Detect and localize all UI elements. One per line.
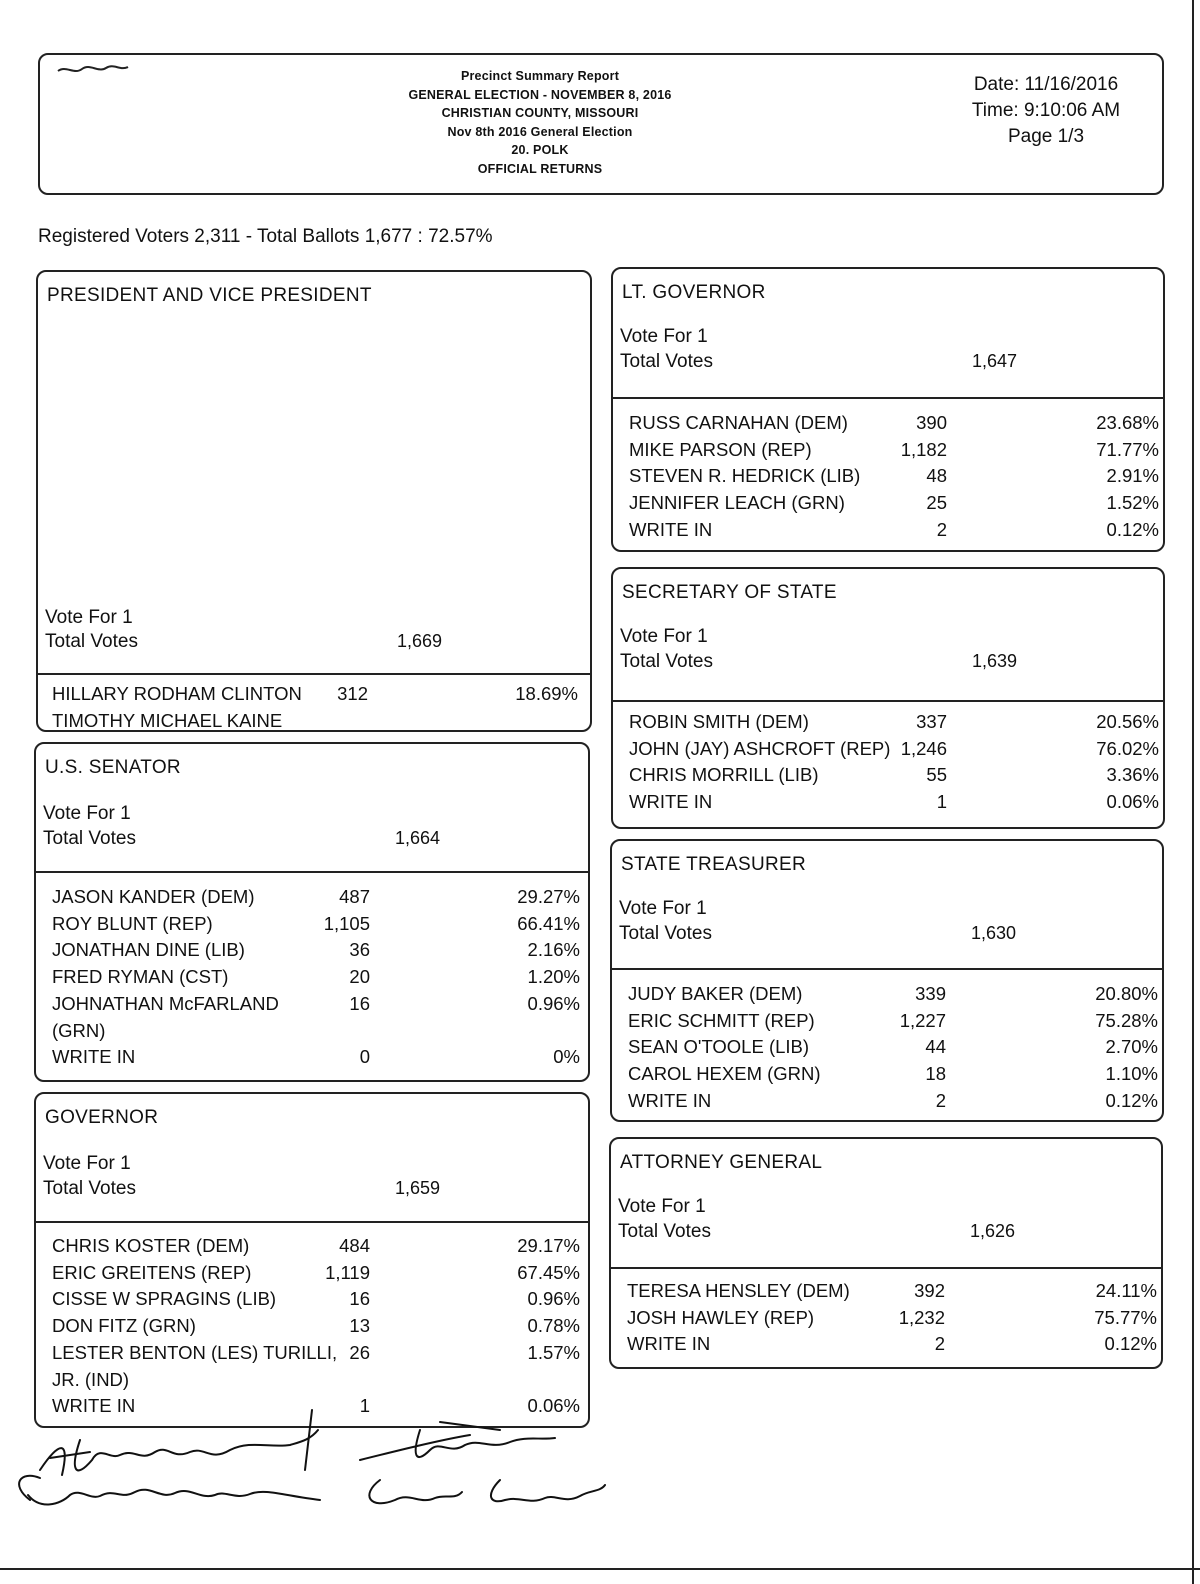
election-label: Nov 8th 2016 General Election [447,124,633,139]
page-edge-bottom [0,1568,1200,1570]
candidate-percent: 0.12% [1105,1089,1158,1111]
candidate-name [628,1088,711,1115]
candidate-row [613,789,1163,816]
candidate-name-line: CISSE W SPRAGINS (LIB) [52,1288,277,1310]
total-votes-value: 1,630 [970,923,1016,943]
candidate-name [628,1008,815,1035]
candidate-votes: 339 [915,983,946,1004]
candidate-percent: 29.17% [517,1235,580,1256]
report-title-block [40,67,1040,178]
candidate-name-line: WRITE IN [627,1333,711,1355]
candidate-percent: 66.41% [517,912,580,934]
candidate-name-line: LESTER BENTON (LES) TURILLI, [52,1341,338,1363]
candidate-list [38,681,590,732]
candidate-percent: 2.70% [1105,1036,1158,1058]
candidate-name [52,1313,196,1340]
candidate-row [38,681,590,732]
candidate-name [628,981,802,1008]
candidate-name [629,736,890,763]
candidate-list [613,410,1163,544]
candidate-name-line: SEAN O'TOOLE (LIB) [628,1036,810,1058]
candidate-name [629,517,712,544]
candidate-name-line: JONATHAN DINE (LIB) [52,939,245,961]
candidate-votes: 1,105 [323,912,370,934]
candidate-votes: 2 [935,1089,946,1111]
candidate-votes: 1,227 [899,1009,946,1031]
total-votes-label: Total Votes [43,828,136,849]
signature-2 [360,1422,605,1503]
candidate-percent: 0% [553,1046,580,1068]
candidate-row [36,1233,588,1260]
candidate-name [52,1044,135,1071]
candidate-votes: 484 [339,1235,370,1256]
candidate-votes: 1,182 [900,438,947,460]
race-president [36,270,592,732]
election-name: GENERAL ELECTION - NOVEMBER 8, 2016 [408,87,672,102]
vote-for-label: Vote For 1 [618,1196,706,1217]
candidate-list [36,884,588,1071]
candidate-votes: 0 [359,1046,370,1068]
vote-for-label: Vote For 1 [45,607,133,628]
candidate-votes: 16 [349,992,370,1014]
candidate-row [612,1034,1162,1061]
candidate-name [52,911,213,938]
candidate-percent: 67.45% [517,1261,580,1283]
candidate-percent: 75.77% [1094,1306,1157,1328]
candidate-votes: 337 [916,711,947,732]
race-lt-governor [611,267,1165,552]
page-number: Page 1/3 [1007,126,1085,147]
candidate-name-line: TERESA HENSLEY (DEM) [627,1280,850,1301]
candidate-name-line: STEVEN R. HEDRICK (LIB) [629,465,861,487]
candidate-percent: 20.56% [1096,711,1159,732]
candidate-percent: 0.96% [527,992,580,1014]
candidate-name-line: MIKE PARSON (REP) [629,438,812,460]
candidate-votes: 20 [349,966,370,988]
candidate-name-line: WRITE IN [52,1395,136,1417]
county-name: CHRISTIAN COUNTY, MISSOURI [441,106,639,120]
candidate-list [36,1233,588,1420]
candidate-row [36,937,588,964]
candidate-name [629,463,860,490]
candidate-name-line: ERIC SCHMITT (REP) [628,1009,815,1031]
candidate-row [36,884,588,911]
candidate-percent: 1.20% [527,966,580,988]
header-divider [613,397,1163,399]
candidate-percent: 1.52% [1106,492,1159,514]
candidate-votes: 55 [926,764,947,786]
race-title: STATE TREASURER [621,854,807,875]
candidate-votes: 1,119 [325,1261,370,1283]
candidate-row [612,1061,1162,1088]
candidate-name-line: RUSS CARNAHAN (DEM) [629,412,848,433]
total-votes-value: 1,647 [971,351,1017,371]
candidate-percent: 0.96% [527,1288,580,1310]
candidate-votes: 26 [349,1341,370,1363]
candidate-votes: 487 [339,886,370,907]
turnout-summary: Registered Voters 2,311 - Total Ballots 1,677 : 72.57% [38,226,493,247]
candidate-percent: 76.02% [1096,737,1159,759]
vote-for-label: Vote For 1 [43,1153,131,1174]
race-title: LT. GOVERNOR [622,282,766,303]
candidate-name-line: CAROL HEXEM (GRN) [628,1063,821,1085]
candidate-votes: 25 [926,492,947,514]
candidate-percent: 23.68% [1096,412,1159,433]
returns-status: OFFICIAL RETURNS [477,161,603,176]
candidate-name [629,709,809,736]
candidate-name-line: WRITE IN [629,791,713,813]
candidate-name-line: ROY BLUNT (REP) [52,912,213,934]
header-divider [612,968,1162,970]
candidate-votes: 1,232 [898,1306,945,1328]
page-edge-right [1192,0,1194,1584]
total-votes-label: Total Votes [43,1178,136,1199]
candidate-name [52,681,302,732]
vote-for-label: Vote For 1 [619,898,707,919]
candidate-name-line: JENNIFER LEACH (GRN) [629,492,845,514]
candidate-name-line: JASON KANDER (DEM) [52,886,255,907]
candidate-percent: 1.10% [1105,1063,1158,1085]
candidate-row [36,1044,588,1071]
candidate-votes: 1 [359,1395,370,1417]
candidate-percent: 0.12% [1106,518,1159,540]
candidate-row [36,991,588,1044]
candidate-name [629,410,848,437]
race-title: U.S. SENATOR [45,757,181,778]
report-date: Date: 11/16/2016 [973,74,1119,95]
candidate-name-line: FRED RYMAN (CST) [52,966,229,988]
total-votes-value: 1,669 [396,631,442,651]
candidate-row [612,1088,1162,1115]
candidate-votes: 44 [925,1036,946,1058]
candidate-name-line: CHRIS MORRILL (LIB) [629,764,819,786]
candidate-name-line: JOHN (JAY) ASHCROFT (REP) [629,737,891,759]
total-votes-label: Total Votes [45,631,138,652]
candidate-percent: 0.06% [527,1395,580,1417]
candidate-percent: 71.77% [1096,438,1159,460]
candidate-list [613,709,1163,816]
candidate-row [613,736,1163,763]
candidate-row [36,1260,588,1287]
header-divider [613,700,1163,702]
candidate-name [627,1278,850,1305]
report-time: Time: 9:10:06 AM [971,100,1121,121]
candidate-percent: 1.57% [527,1341,580,1363]
candidate-name-line: WRITE IN [628,1089,712,1111]
candidate-votes: 1 [936,791,947,813]
candidate-name-line: WRITE IN [629,518,713,540]
candidate-list [611,1278,1161,1358]
candidate-row [36,1313,588,1340]
race-us-senator [34,742,590,1082]
race-governor [34,1092,590,1428]
candidate-name [52,1260,251,1287]
candidate-percent: 0.06% [1106,791,1159,813]
report-title: Precinct Summary Report [460,69,620,83]
candidate-name-line: TIMOTHY MICHAEL KAINE [52,709,283,731]
candidate-percent: 20.80% [1095,983,1158,1004]
candidate-percent: 18.69% [515,683,578,704]
candidate-name-line: ROBIN SMITH (DEM) [629,711,809,732]
race-secretary-of-state [611,567,1165,829]
candidate-name [628,1034,809,1061]
vote-for-label: Vote For 1 [620,326,708,347]
candidate-row [612,1008,1162,1035]
candidate-name-line: JR. (IND) [52,1368,130,1390]
candidate-name [52,1233,249,1260]
race-title: PRESIDENT AND VICE PRESIDENT [47,285,372,306]
candidate-percent: 2.91% [1106,465,1159,487]
candidate-row [613,490,1163,517]
candidate-row [613,709,1163,736]
candidate-name-line: JOHNATHAN McFARLAND [52,992,279,1014]
candidate-row [611,1278,1161,1305]
candidate-name [52,1286,276,1313]
candidate-votes: 392 [914,1280,945,1301]
race-title: SECRETARY OF STATE [622,582,837,603]
candidate-name [627,1331,710,1358]
candidate-percent: 29.27% [517,886,580,907]
candidate-votes: 18 [925,1063,946,1085]
signature-1 [19,1410,320,1504]
candidate-row [36,1286,588,1313]
candidate-percent: 3.36% [1106,764,1159,786]
candidate-votes: 48 [926,465,947,487]
candidate-row [613,437,1163,464]
candidate-percent: 0.12% [1104,1333,1157,1355]
header-divider [36,1221,588,1223]
candidate-name-line: JOSH HAWLEY (REP) [627,1306,815,1328]
race-title: ATTORNEY GENERAL [620,1152,823,1173]
total-votes-label: Total Votes [620,351,713,372]
report-meta [936,72,1156,150]
candidate-name-line: WRITE IN [52,1046,136,1068]
candidate-votes: 390 [916,412,947,433]
candidate-name-line: DON FITZ (GRN) [52,1315,196,1337]
candidate-row [611,1305,1161,1332]
candidate-name [629,437,812,464]
total-votes-label: Total Votes [618,1221,711,1242]
header-divider [611,1267,1161,1269]
candidate-votes: 13 [349,1315,370,1337]
candidate-row [613,410,1163,437]
candidate-votes: 2 [936,518,947,540]
candidate-row [611,1331,1161,1358]
candidate-name [52,964,228,991]
candidate-percent: 2.16% [527,939,580,961]
header-divider [38,673,590,675]
candidate-percent: 75.28% [1095,1009,1158,1031]
candidate-votes: 2 [934,1333,945,1355]
total-votes-value: 1,664 [394,828,440,848]
candidate-percent: 0.78% [527,1315,580,1337]
candidate-name-line: JUDY BAKER (DEM) [628,983,803,1004]
candidate-votes: 1,246 [900,737,947,759]
total-votes-value: 1,639 [971,651,1017,671]
vote-for-label: Vote For 1 [620,626,708,647]
total-votes-value: 1,626 [969,1221,1015,1241]
candidate-row [36,911,588,938]
signatures-image [0,1400,640,1540]
vote-for-label: Vote For 1 [43,803,131,824]
candidate-name [629,490,845,517]
candidate-row [612,981,1162,1008]
candidate-votes: 312 [337,683,368,704]
total-votes-value: 1,659 [394,1178,440,1198]
candidate-name [52,937,245,964]
candidate-name [629,789,712,816]
candidate-name-line: (GRN) [52,1019,106,1041]
candidate-row [613,762,1163,789]
header-divider [36,871,588,873]
race-state-treasurer [610,839,1164,1122]
race-attorney-general [609,1137,1163,1369]
candidate-votes: 36 [349,939,370,961]
candidate-row [613,517,1163,544]
candidate-name [52,991,279,1044]
candidate-name [627,1305,814,1332]
candidate-row [613,463,1163,490]
candidate-name-line: CHRIS KOSTER (DEM) [52,1235,250,1256]
candidate-name-line: ERIC GREITENS (REP) [52,1261,252,1283]
total-votes-label: Total Votes [619,923,712,944]
candidate-percent: 24.11% [1095,1280,1157,1301]
report-header [38,53,1164,195]
candidate-row [36,964,588,991]
candidate-name [629,762,818,789]
candidate-name-line: HILLARY RODHAM CLINTON [52,683,302,704]
candidate-name [628,1061,821,1088]
candidate-list [612,981,1162,1115]
total-votes-label: Total Votes [620,651,713,672]
candidate-row [36,1340,588,1393]
precinct-name: 20. POLK [511,143,569,157]
race-title: GOVERNOR [45,1107,159,1128]
candidate-votes: 16 [349,1288,370,1310]
candidate-name [52,884,255,911]
